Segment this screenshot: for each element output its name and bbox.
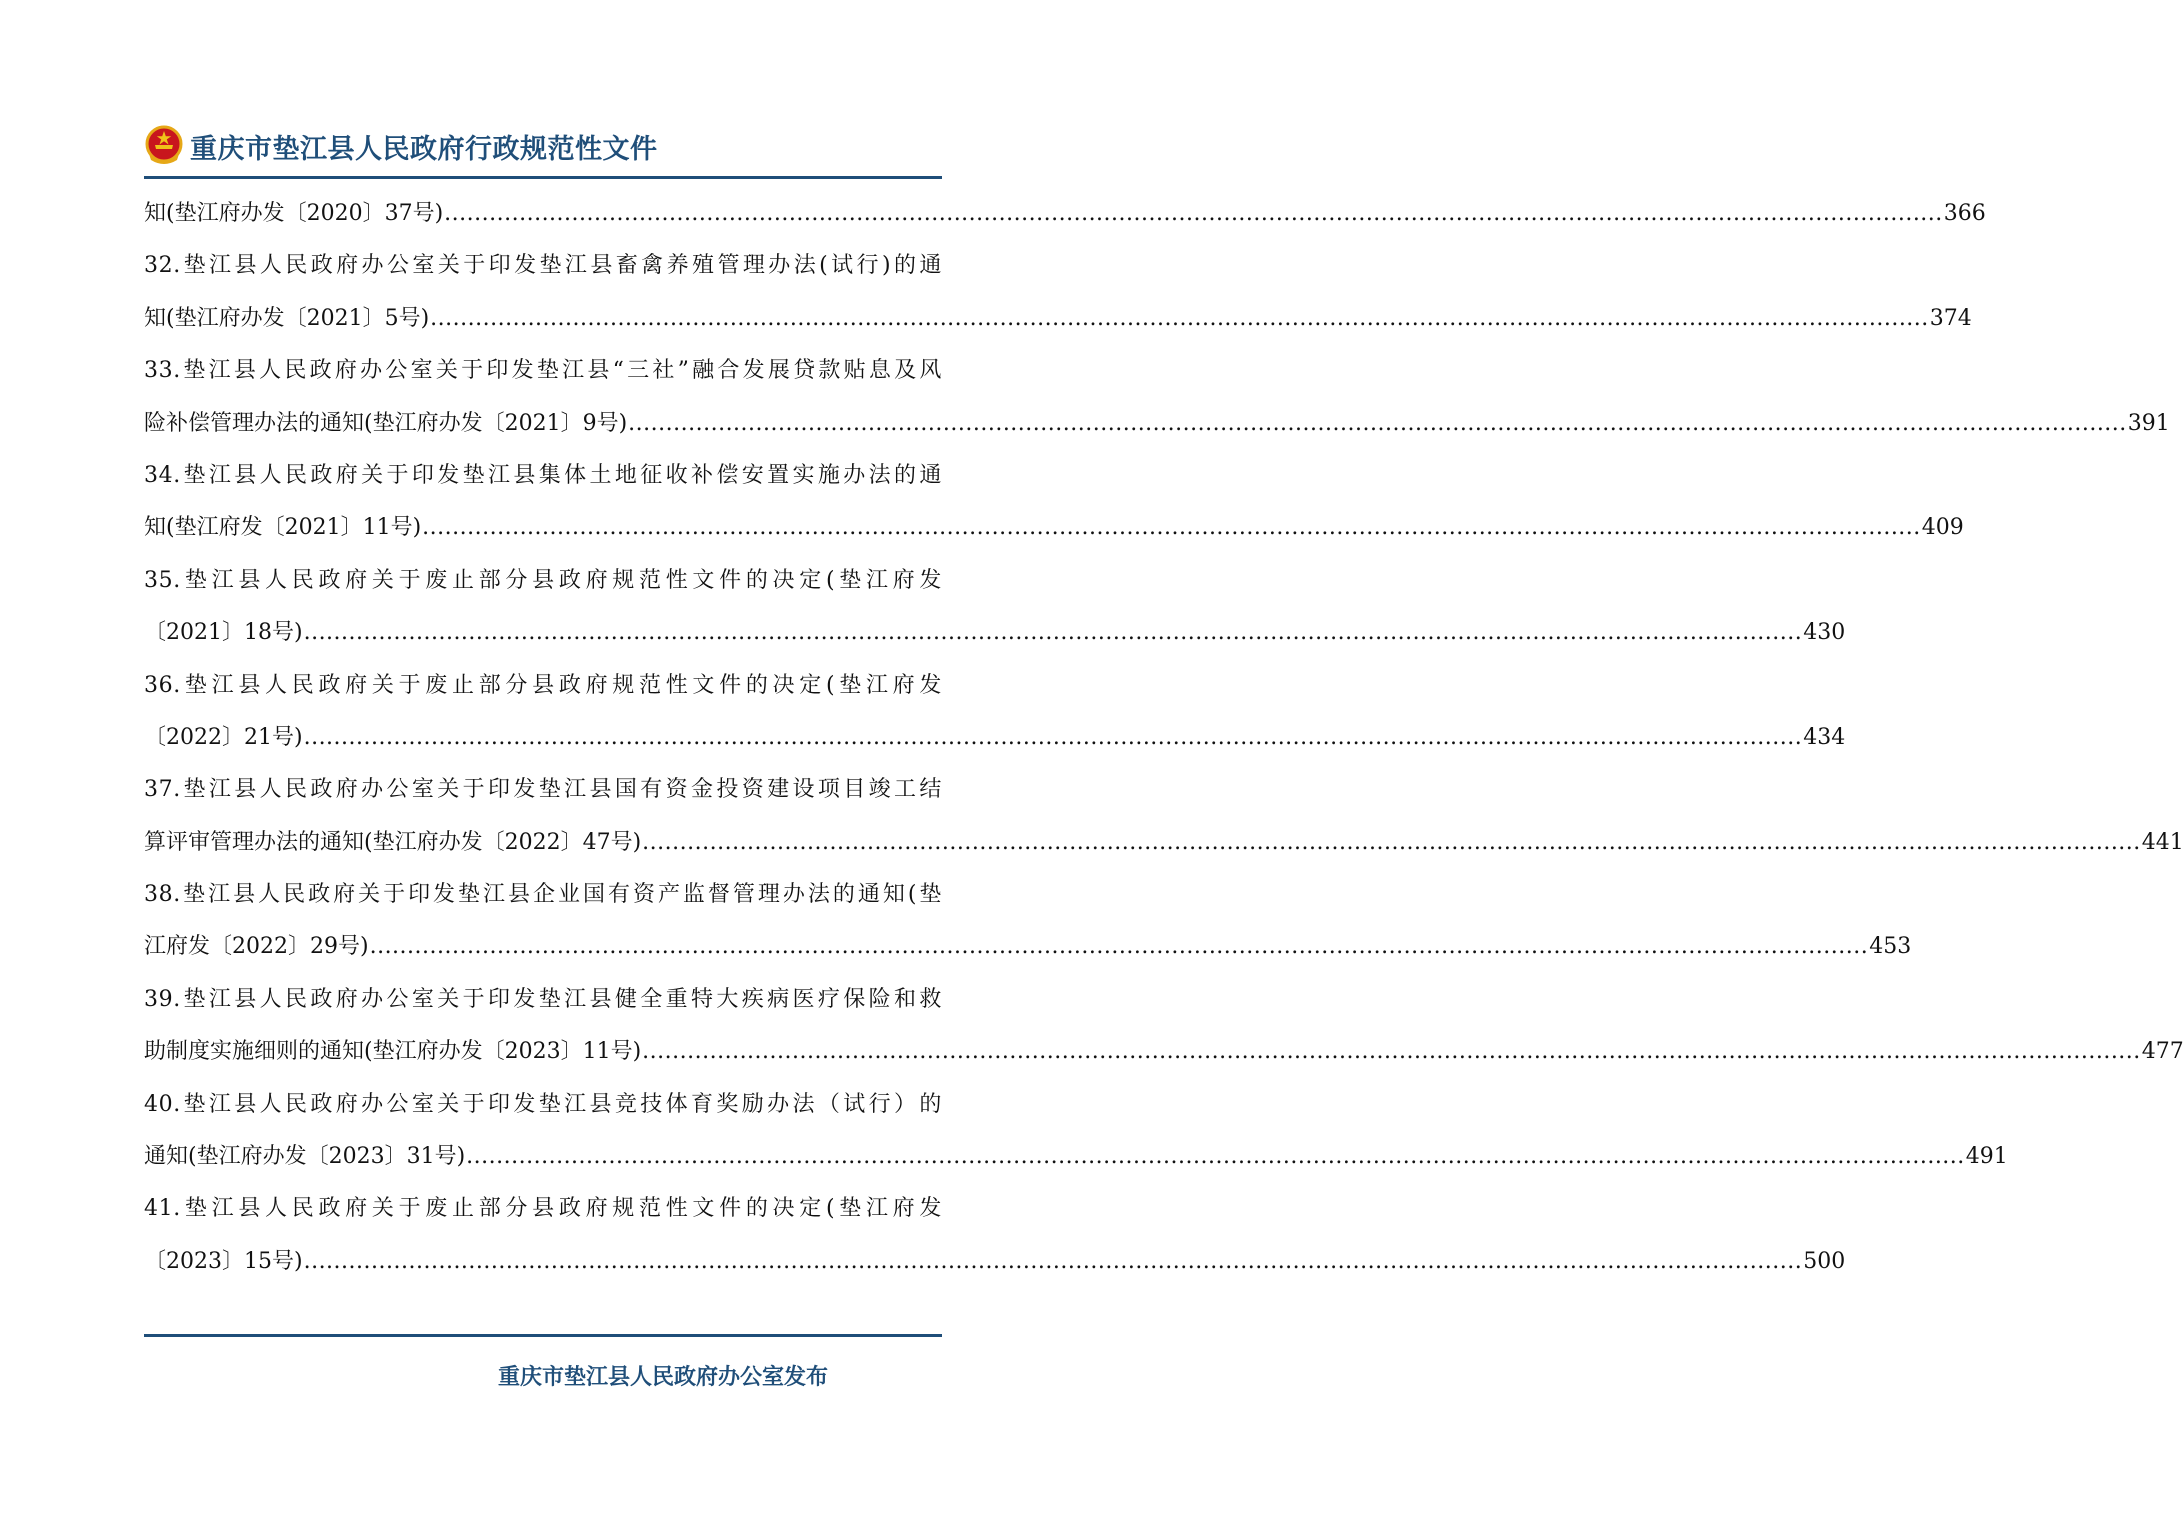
national-emblem-icon (144, 124, 184, 168)
toc-entry-line (144, 188, 1986, 240)
toc-entry-line: 34.垫江县人民政府关于印发垫江县集体土地征收补偿安置实施办法的通 (144, 462, 942, 488)
toc-entry-line: 36.垫江县人民政府关于废止部分县政府规范性文件的决定(垫江府发 (144, 672, 942, 698)
toc-entry-line: 33.垫江县人民政府办公室关于印发垫江县“三社”融合发展贷款贴息及风 (144, 358, 942, 384)
toc-entry-line: 37.垫江县人民政府办公室关于印发垫江县国有资金投资建设项目竣工结 (144, 777, 942, 803)
toc-entry-line (144, 293, 1972, 345)
toc-page-number: 374 (1929, 305, 1972, 331)
toc-entry-line (144, 817, 2184, 869)
toc-page-number: 409 (1921, 515, 1964, 541)
toc-entry-line: 39.垫江县人民政府办公室关于印发垫江县健全重特大疾病医疗保险和救 (144, 986, 942, 1012)
toc-entry-text: 〔2022〕21号) (144, 724, 303, 750)
toc-entry-text: 知(垫江府办发〔2020〕37号) (144, 201, 444, 226)
table-of-contents (144, 188, 2184, 1288)
toc-page-number: 500 (1803, 1248, 1846, 1274)
toc-entry-text: 险补偿管理办法的通知(垫江府办发〔2021〕9号) (144, 410, 628, 436)
toc-leader-dots: ........................................................................................................................................................................................................ (369, 934, 1869, 960)
toc-entry-text: 算评审管理办法的通知(垫江府办发〔2022〕47号) (144, 829, 642, 855)
toc-leader-dots: ........................................................................................................................................................................................................ (628, 410, 2127, 436)
publisher-footer: 重庆市垫江县人民政府办公室发布 (498, 1365, 829, 1390)
toc-leader-dots: ........................................................................................................................................................................................................ (466, 1144, 1965, 1170)
toc-entry-line (144, 607, 1846, 659)
toc-page-number: 430 (1803, 620, 1846, 646)
toc-entry-text: 知(垫江府发〔2021〕11号) (144, 515, 422, 541)
toc-page-number: 391 (2127, 410, 2170, 436)
toc-entry-line (144, 398, 2170, 450)
toc-entry-line (144, 502, 1964, 554)
toc-page-number: 366 (1943, 201, 1986, 226)
toc-entry-text: 助制度实施细则的通知(垫江府办发〔2023〕11号) (144, 1039, 642, 1065)
toc-page-number: 434 (1803, 724, 1846, 750)
toc-entry-text: 知(垫江府办发〔2021〕5号) (144, 305, 430, 331)
toc-entry-line (144, 1236, 1846, 1288)
toc-page-number: 441 (2141, 829, 2184, 855)
toc-page-number: 477 (2141, 1039, 2184, 1065)
toc-leader-dots: ........................................................................................................................................................................................................ (303, 724, 1803, 750)
toc-leader-dots: ........................................................................................................................................................................................................ (444, 201, 1943, 226)
footer-divider (144, 1334, 942, 1337)
toc-entry-text: 通知(垫江府办发〔2023〕31号) (144, 1144, 466, 1170)
toc-entry-line: 41.垫江县人民政府关于废止部分县政府规范性文件的决定(垫江府发 (144, 1196, 942, 1222)
toc-entry-text: 〔2021〕18号) (144, 620, 303, 646)
toc-entry-text: 江府发〔2022〕29号) (144, 934, 369, 960)
header-divider (144, 176, 942, 179)
toc-page-number: 491 (1965, 1144, 2008, 1170)
toc-leader-dots: ........................................................................................................................................................................................................ (642, 829, 2141, 855)
toc-leader-dots: ........................................................................................................................................................................................................ (430, 305, 1929, 331)
toc-leader-dots: ........................................................................................................................................................................................................ (642, 1039, 2141, 1065)
toc-entry-text: 〔2023〕15号) (144, 1248, 303, 1274)
document-title: 重庆市垫江县人民政府行政规范性文件 (190, 133, 658, 165)
toc-entry-line: 32.垫江县人民政府办公室关于印发垫江县畜禽养殖管理办法(试行)的通 (144, 253, 942, 279)
toc-leader-dots: ........................................................................................................................................................................................................ (422, 515, 1921, 541)
toc-entry-line (144, 712, 1846, 764)
toc-entry-line: 40.垫江县人民政府办公室关于印发垫江县竞技体育奖励办法（试行）的 (144, 1091, 942, 1117)
toc-entry-line (144, 921, 1912, 973)
document-header (144, 118, 944, 174)
toc-entry-line (144, 1131, 2008, 1183)
toc-entry-line (144, 1026, 2184, 1078)
toc-entry-line: 35.垫江县人民政府关于废止部分县政府规范性文件的决定(垫江府发 (144, 567, 942, 593)
toc-page-number: 453 (1869, 934, 1912, 960)
toc-leader-dots: ........................................................................................................................................................................................................ (303, 1248, 1803, 1274)
toc-entry-line: 38.垫江县人民政府关于印发垫江县企业国有资产监督管理办法的通知(垫 (144, 882, 942, 908)
toc-leader-dots: ........................................................................................................................................................................................................ (303, 620, 1803, 646)
